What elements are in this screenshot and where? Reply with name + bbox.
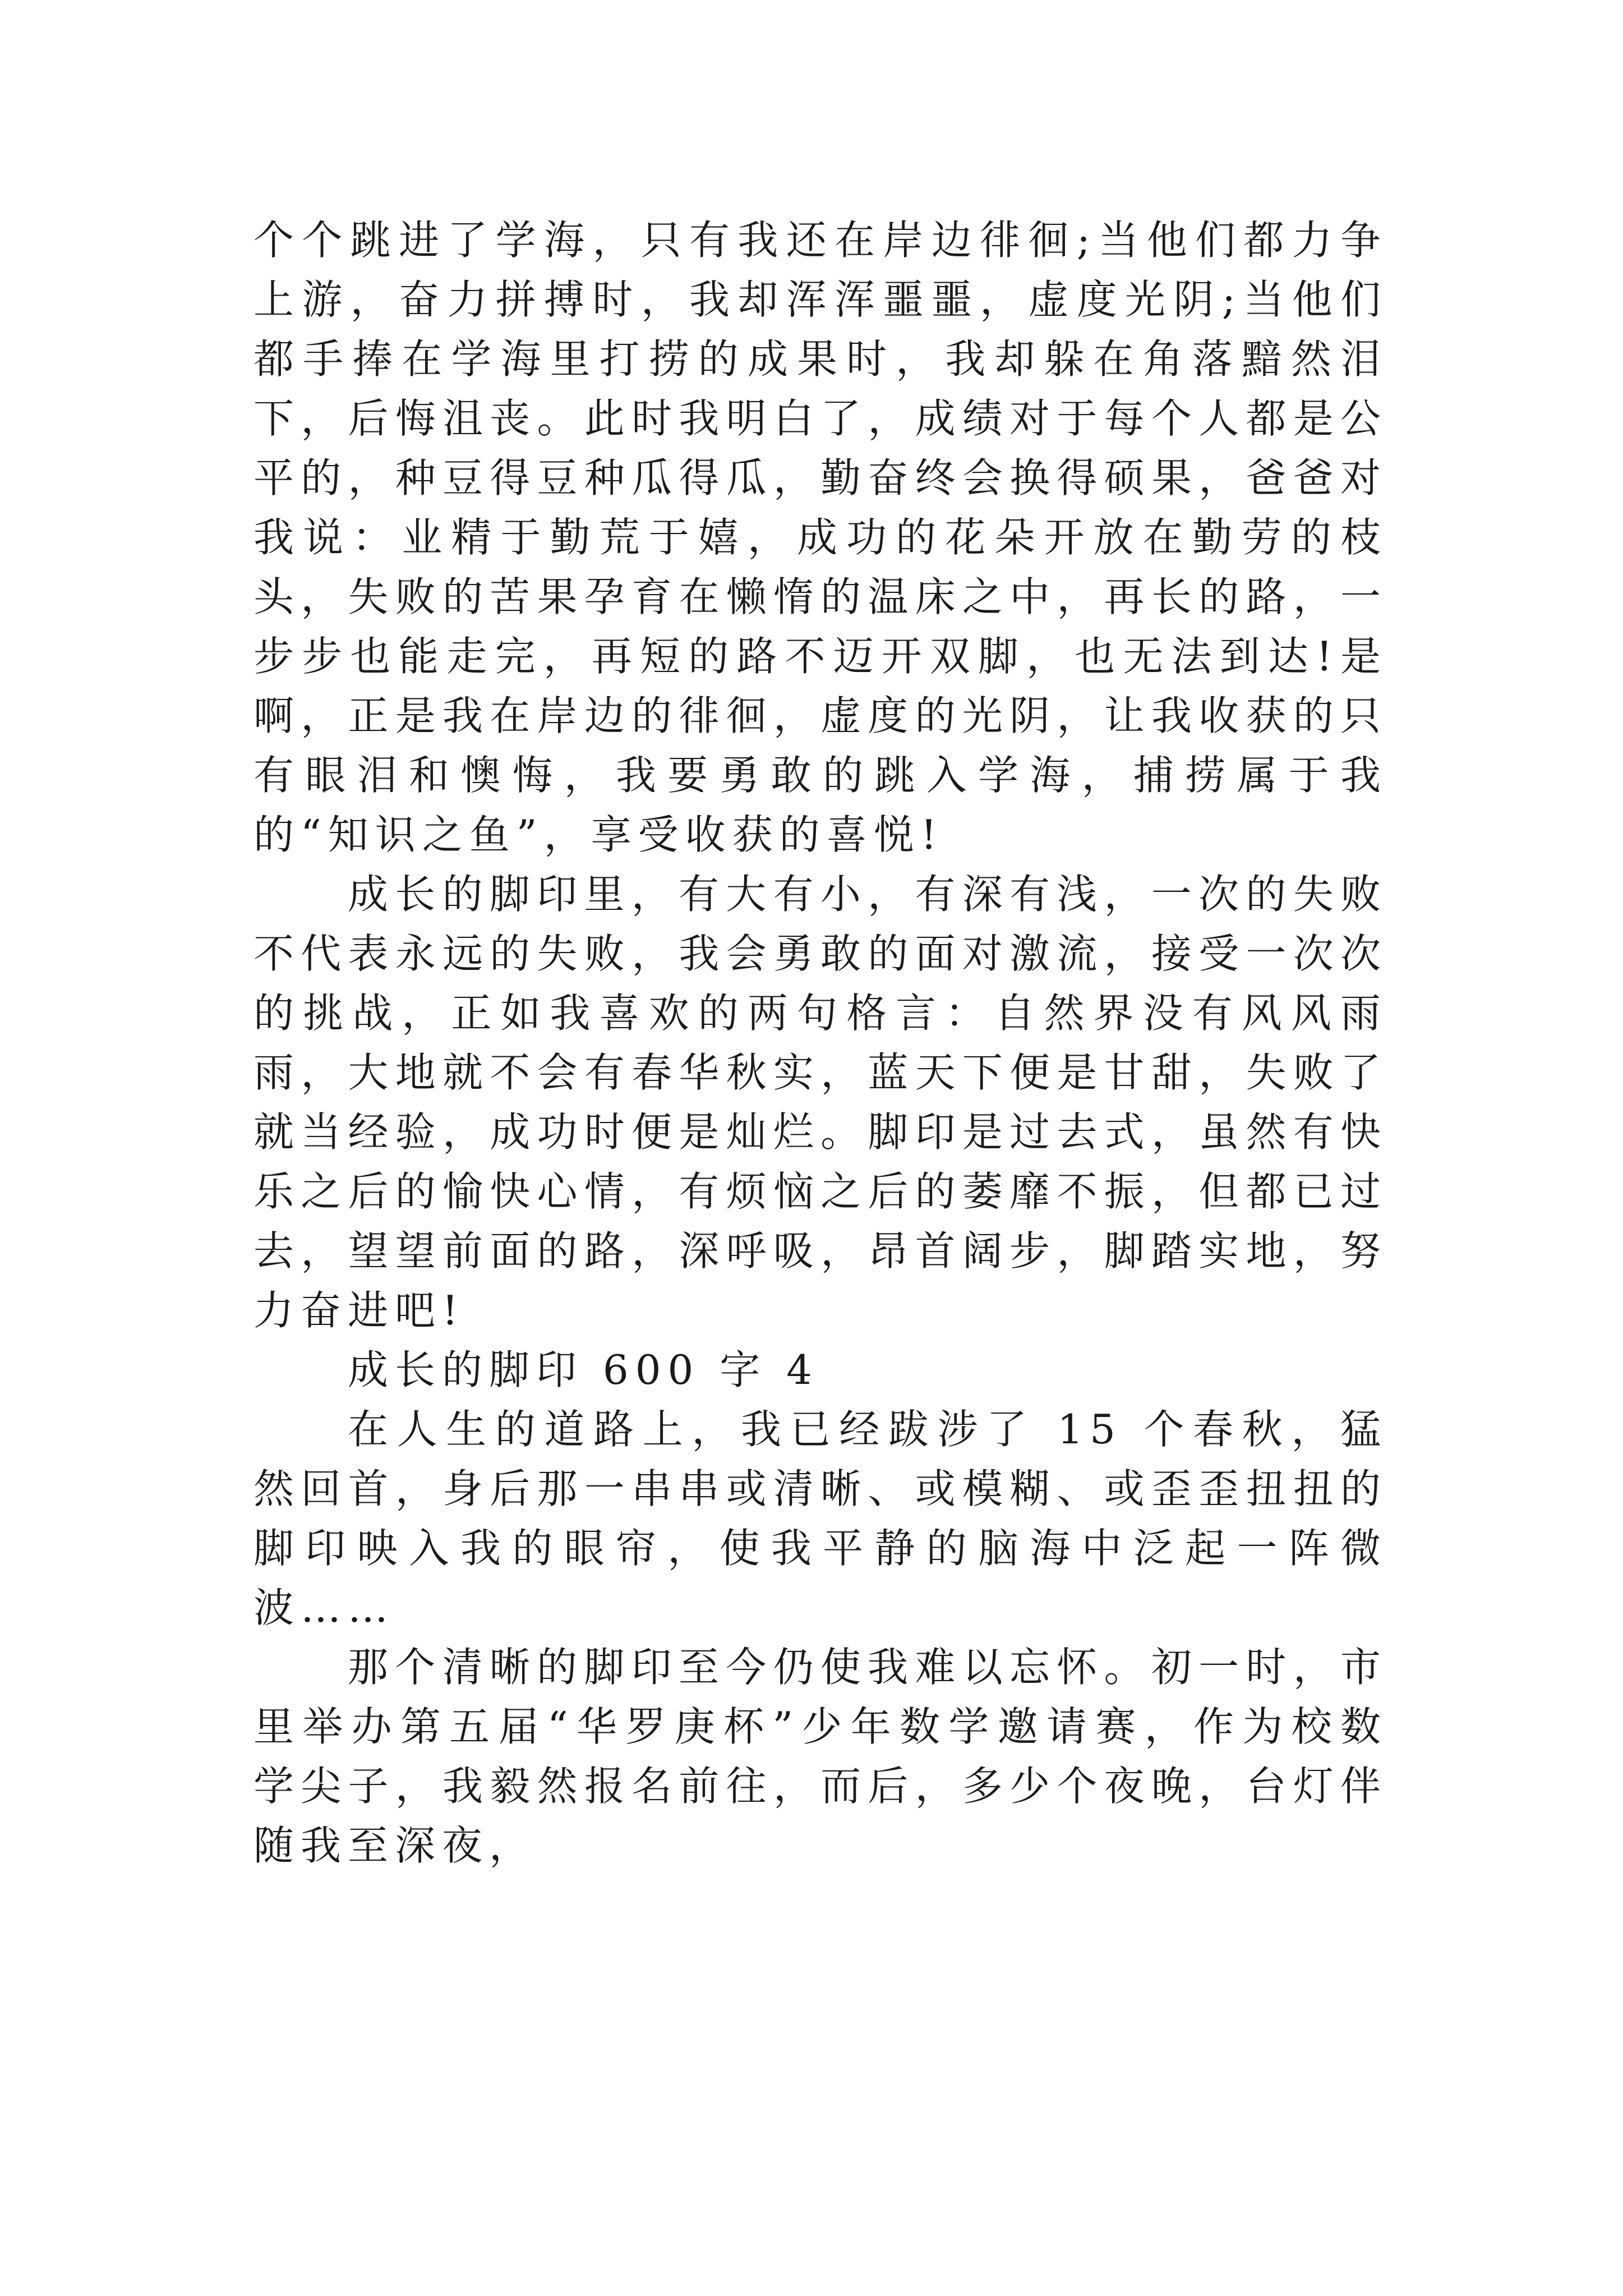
paragraph: 在人生的道路上，我已经跋涉了 15 个春秋，猛然回首，身后那一串串或清晰、或模糊、或歪歪扭扭的脚印映入我的眼帘，使我平静的脑海中泛起一阵微波……: [253, 1406, 1387, 1631]
paragraph: 成长的脚印里，有大有小，有深有浅，一次的失败不代表永远的失败，我会勇敢的面对激流，接受一次次的挑战，正如我喜欢的两句格言：自然界没有风风雨雨，大地就不会有春华秋实，蓝天下便是甘甜，失败了就当经验，成功时便是灿烂。脚印是过去式，虽然有快乐之后的愉快心情，有烦恼之后的萎靡不振，但都已过去，望望前面的路，深呼吸，昂首阔步，脚踏实地，努力奋进吧!: [253, 871, 1387, 1334]
paragraph: 个个跳进了学海，只有我还在岸边徘徊;当他们都力争上游，奋力拼搏时，我却浑浑噩噩，虚度光阴;当他们都手捧在学海里打捞的成果时，我却躲在角落黯然泪下，后悔沮丧。此时我明白了，成绩对于每个人都是公平的，种豆得豆种瓜得瓜，勤奋终会换得硕果，爸爸对我说：业精于勤荒于嬉，成功的花朵开放在勤劳的枝头，失败的苦果孕育在懒惰的温床之中，再长的路，一步步也能走完，再短的路不迈开双脚，也无法到达!是啊，正是我在岸边的徘徊，虚度的光阴，让我收获的只有眼泪和懊悔，我要勇敢的跳入学海，捕捞属于我的“知识之鱼”，享受收获的喜悦!: [253, 217, 1387, 858]
section-heading: 成长的脚印 600 字 4: [348, 1346, 819, 1393]
document-body: [253, 210, 1387, 1875]
paragraph: 那个清晰的脚印至今仍使我难以忘怀。初一时，市里举办第五届“华罗庚杯”少年数学邀请赛，作为校数学尖子，我毅然报名前往，而后，多少个夜晚，台灯伴随我至深夜，: [253, 1644, 1387, 1869]
